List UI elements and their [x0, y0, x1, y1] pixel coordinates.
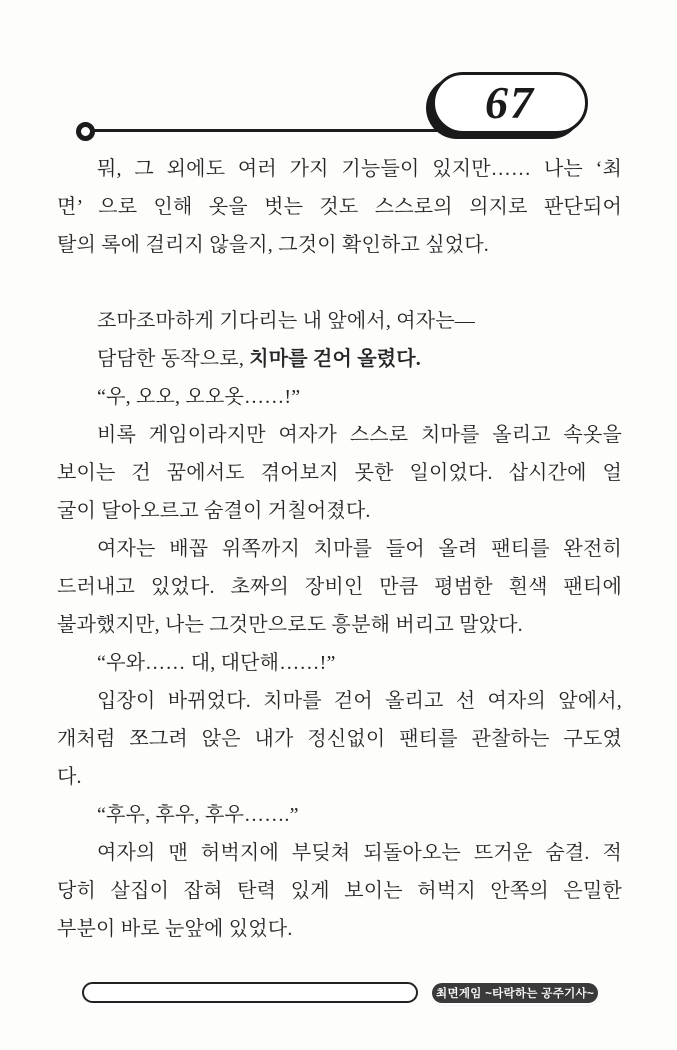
- text-line: 다.: [57, 766, 82, 788]
- rule-end-circle-icon: [76, 122, 95, 141]
- text-line: 굴이 달아오르고 숨결이 거칠어졌다.: [57, 500, 371, 522]
- header-rule: [93, 129, 441, 132]
- text-line: 당히 살집이 잡혀 탄력 있게 보이는 허벅지 안쪽의 은밀한: [57, 880, 622, 902]
- text-line: 조마조마하게 기다리는 내 앞에서, 여자는—: [97, 310, 476, 332]
- text-line: 담담한 동작으로, 치마를 걷어 올렸다.: [97, 348, 422, 370]
- text-line: 면’ 으로 인해 옷을 벗는 것도 스스로의 의지로 판단되어: [57, 196, 622, 218]
- book-title-badge: [432, 983, 598, 1003]
- text-line: 부분이 바로 눈앞에 있었다.: [57, 918, 293, 940]
- text-line: 여자의 맨 허벅지에 부딪쳐 되돌아오는 뜨거운 숨결. 적: [97, 842, 622, 864]
- text-line: “우와…… 대, 대단해……!”: [97, 652, 336, 674]
- text-line: 불과했지만, 나는 그것만으로도 흥분해 버리고 말았다.: [57, 614, 523, 636]
- blank-line: [57, 264, 622, 302]
- text-line: 뭐, 그 외에도 여러 가지 기능들이 있지만…… 나는 ‘최: [97, 158, 622, 180]
- text-line: 입장이 바뀌었다. 치마를 걷어 올리고 선 여자의 앞에서,: [97, 690, 622, 712]
- page-number: 67: [485, 76, 535, 128]
- page-number-badge: [432, 72, 588, 134]
- book-title: 최면게임 ~타락하는 공주기사~: [436, 988, 594, 1000]
- text-line: 여자는 배꼽 위쪽까지 치마를 들어 올려 팬티를 완전히: [97, 538, 622, 560]
- body-text: [57, 150, 622, 948]
- text-line: 드러내고 있었다. 초짜의 장비인 만큼 평범한 흰색 팬티에: [57, 576, 622, 598]
- footer-rule: [82, 982, 418, 1003]
- text-line: 비록 게임이라지만 여자가 스스로 치마를 올리고 속옷을: [97, 424, 622, 446]
- text-line: 탈의 록에 걸리지 않을지, 그것이 확인하고 싶었다.: [57, 234, 489, 256]
- text-line: 보이는 건 꿈에서도 겪어보지 못한 일이었다. 삽시간에 얼: [57, 462, 622, 484]
- text-line: “후우, 후우, 후우…….”: [97, 804, 299, 826]
- text-line: 개처럼 쪼그려 앉은 내가 정신없이 팬티를 관찰하는 구도였: [57, 728, 622, 750]
- text-line: “우, 오오, 오오옷……!”: [97, 386, 301, 408]
